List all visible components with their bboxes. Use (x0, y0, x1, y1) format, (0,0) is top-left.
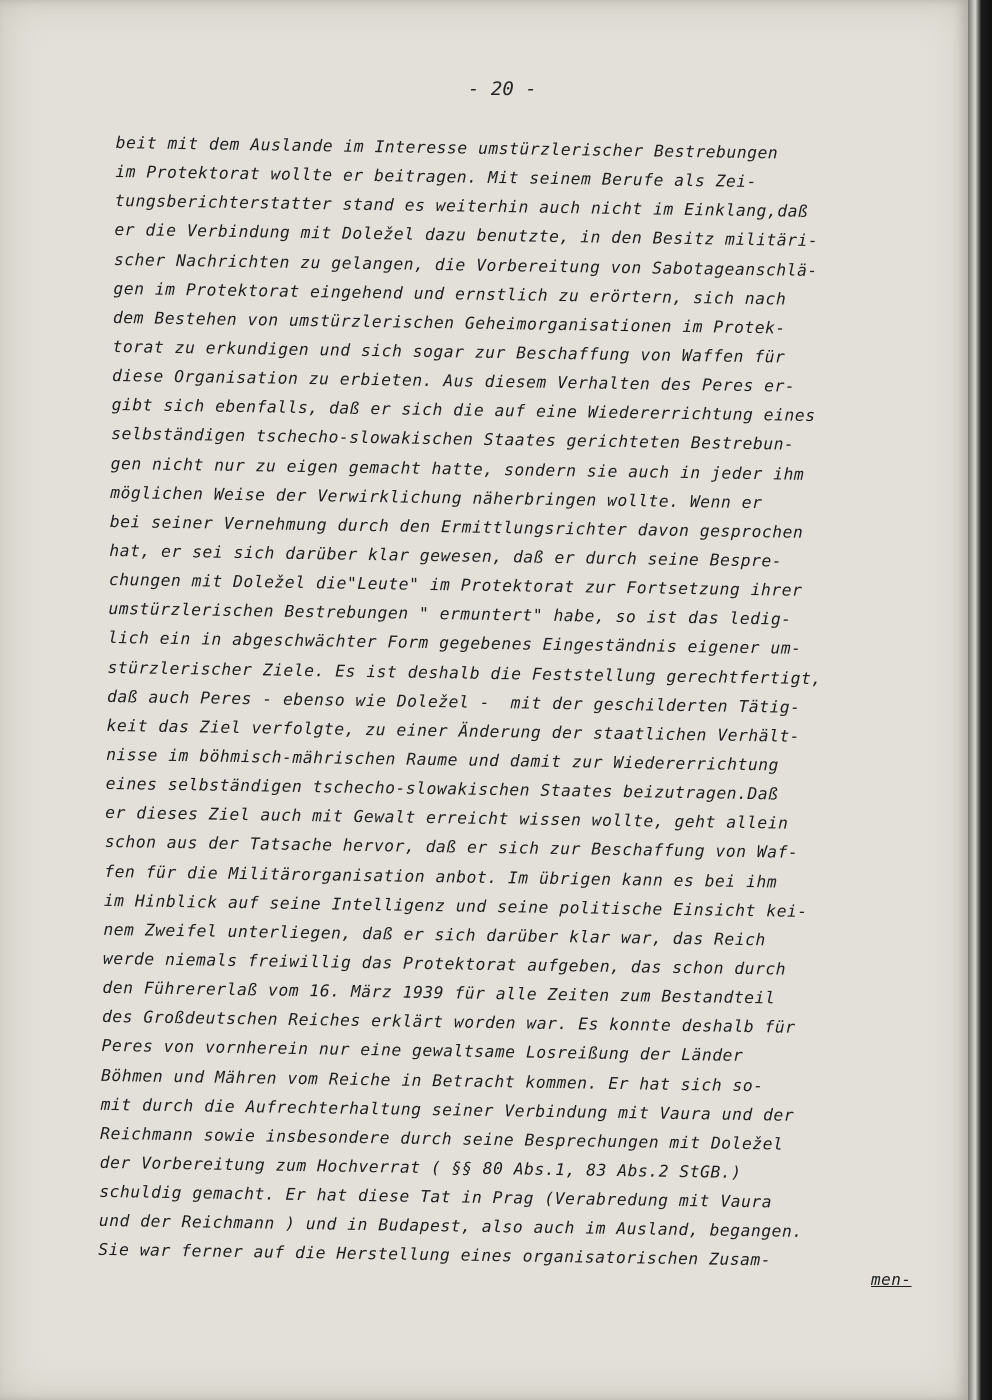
text-line: den Führererlaß vom 16. März 1939 für alle Zeiten zum Bestandteil (102, 977, 776, 1008)
text-line: gibt sich ebenfalls, daß er sich die auf eine Wiedererrichtung eines (111, 395, 816, 426)
text-line: Peres von vornherein nur eine gewaltsame Losreißung der Länder (101, 1036, 744, 1066)
text-line: umstürzlerischen Bestrebungen " ermuntert" habe, so ist das ledig- (108, 599, 792, 629)
text-line: möglichen Weise der Verwirklichung näherbringen wollte. Wenn er (110, 482, 763, 512)
text-line: im Hinblick auf seine Intelligenz und seine politische Einsicht kei- (103, 890, 808, 921)
text-line: der Vorbereitung zum Hochverrat ( §§ 80 Abs.1, 83 Abs.2 StGB.) (99, 1152, 742, 1182)
text-line: er dieses Ziel auch mit Gewalt erreicht wissen wollte, geht allein (105, 803, 789, 833)
text-line: tungsberichterstatter stand es weiterhin auch nicht im Einklang,daß (114, 191, 809, 222)
text-line: selbständigen tschecho-slowakischen Staates gerichteten Bestrebun- (111, 424, 795, 455)
text-line: nisse im böhmisch-mährischen Raume und damit zur Wiedererrichtung (106, 744, 780, 775)
body-text (98, 128, 966, 1278)
text-line: schuldig gemacht. Er hat diese Tat in Prag (Verabredung mit Vaura (99, 1181, 773, 1212)
text-line: fen für die Militärorganisation anbot. Im übrigen kann es bei ihm (104, 861, 778, 891)
text-line: gen im Protektorat eingehend und ernstlich zu erörtern, sich nach (113, 278, 787, 309)
continuation-word: men- (871, 1270, 912, 1289)
text-line: Böhmen und Mähren vom Reiche in Betracht kommen. Er hat sich so- (100, 1065, 764, 1095)
text-line: des Großdeutschen Reiches erklärt worden war. Es konnte deshalb für (101, 1007, 796, 1038)
text-line: chungen mit Doležel die"Leute" im Protektorat zur Fortsetzung ihrer (108, 570, 803, 600)
text-line: nem Zweifel unterliegen, daß er sich darüber klar war, das Reich (103, 919, 767, 950)
text-line: gen nicht nur zu eigen gemacht hatte, sondern sie auch in jeder ihm (110, 453, 805, 484)
text-line: lich ein in abgeschwächter Form gegebenes Eingeständnis eigener um- (107, 628, 802, 659)
text-line: eines selbständigen tschecho-slowakischen Staates beizutragen.Daß (105, 774, 779, 804)
text-line: beit mit dem Auslande im Interesse umstürzlerischer Bestrebungen (115, 132, 779, 163)
text-line: werde niemals freiwillig das Protektorat aufgeben, das schon durch (102, 948, 787, 979)
text-line: diese Organisation zu erbieten. Aus diesem Verhalten des Peres er- (111, 366, 796, 396)
text-line: torat zu erkundigen und sich sogar zur Beschaffung von Waffen für (112, 336, 786, 367)
text-line: im Protektorat wollte er beitragen. Mit seinem Berufe als Zei- (115, 162, 758, 192)
text-line: stürzlerischer Ziele. Es ist deshalb die Feststellung gerechtfertigt, (107, 657, 822, 688)
text-line: und der Reichmann ) und in Budapest, also auch im Ausland, begangen. (98, 1211, 803, 1242)
text-line: dem Bestehen von umstürzlerischen Geheimorganisationen im Protek- (112, 307, 786, 338)
text-line: mit durch die Aufrechterhaltung seiner Verbindung mit Vaura und der (100, 1094, 795, 1125)
text-line: scher Nachrichten zu gelangen, die Vorbereitung von Sabotageanschlä- (113, 249, 818, 280)
text-line: er die Verbindung mit Doležel dazu benutzte, in den Besitz militäri- (114, 220, 819, 251)
text-line: keit das Ziel verfolgte, zu einer Änderung der staatlichen Verhält- (106, 715, 801, 746)
text-line: hat, er sei sich darüber klar gewesen, daß er durch seine Bespre- (109, 540, 783, 571)
text-line: Reichmann sowie insbesondere durch seine Besprechungen mit Doležel (100, 1123, 784, 1154)
text-line: schon aus der Tatsache hervor, daß er sich zur Beschaffung von Waf- (104, 832, 799, 863)
page-number: - 20 - (468, 78, 537, 100)
page-edge-shadow (968, 0, 992, 1400)
text-line: bei seiner Vernehmung durch den Ermittlungsrichter davon gesprochen (109, 511, 804, 542)
text-line: Sie war ferner auf die Herstellung eines organisatorischen Zusam- (98, 1240, 772, 1270)
text-line: daß auch Peres - ebenso wie Doležel - mit der geschilderten Tätig- (106, 686, 801, 717)
